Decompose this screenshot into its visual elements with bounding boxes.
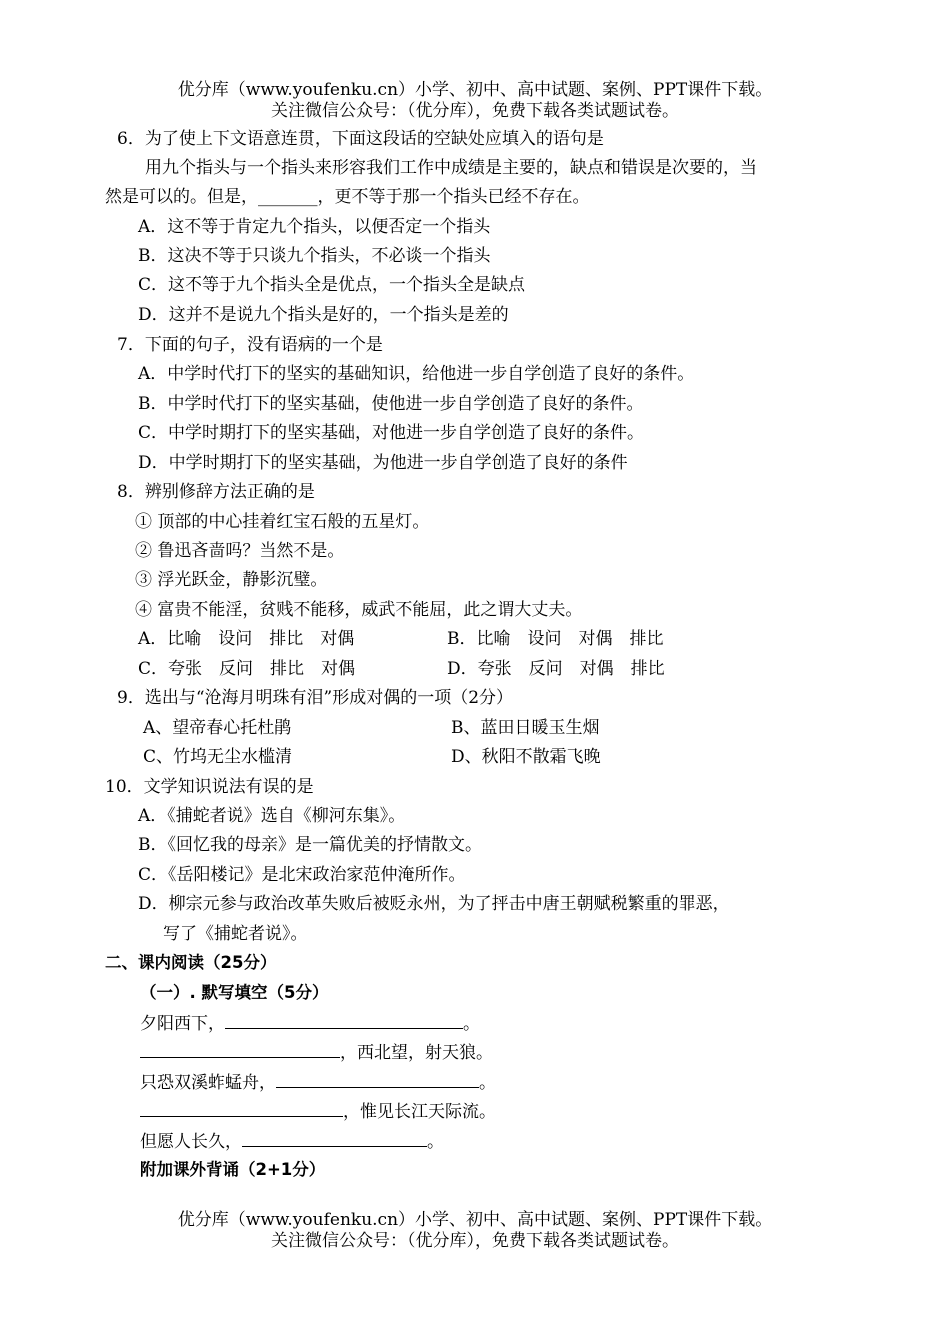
fill-2-post: ，西北望，射天狼。	[340, 1043, 493, 1063]
q8-option-a: A．比喻 设问 排比 对偶	[138, 629, 355, 649]
fill-line-1	[140, 1012, 480, 1035]
footer-line-2: 关注微信公众号：（优分库），免费下载各类试题试卷。	[271, 1231, 679, 1251]
fill-1-blank[interactable]	[225, 1012, 463, 1029]
section-2-title: 二、课内阅读（25分）	[105, 953, 277, 972]
fill-line-4	[140, 1100, 496, 1123]
q8-option-d: D．夸张 反问 对偶 排比	[447, 659, 665, 679]
q9-option-a: A、望帝春心托杜鹃	[143, 718, 292, 738]
q6-option-d: D．这并不是说九个指头是好的，一个指头是差的	[138, 305, 509, 325]
q8-sentence-3: ③ 浮光跃金，静影沉璧。	[135, 570, 328, 590]
q8-sentence-4: ④ 富贵不能淫，贫贱不能移，威武不能屈，此之谓大丈夫。	[135, 600, 583, 620]
fill-3-blank[interactable]	[276, 1071, 479, 1088]
fill-3-pre: 只恐双溪蚱蜢舟，	[140, 1073, 276, 1093]
q8-sentence-2: ② 鲁迅吝啬吗？当然不是。	[135, 541, 345, 561]
q10-stem: 10．文学知识说法有误的是	[105, 777, 314, 797]
fill-line-2	[140, 1041, 493, 1064]
header-line-2: 关注微信公众号：（优分库），免费下载各类试题试卷。	[271, 101, 679, 121]
fill-1-pre: 夕阳西下，	[140, 1014, 225, 1034]
q7-stem: 7．下面的句子，没有语病的一个是	[117, 335, 383, 355]
footer-line-1: 优分库（www.youfenku.cn）小学、初中、高中试题、案例、PPT课件下载。	[177, 1210, 773, 1230]
fill-line-5	[140, 1130, 444, 1153]
q6-option-a: A．这不等于肯定九个指头，以便否定一个指头	[138, 217, 491, 237]
q9-option-d: D、秋阳不散霜飞晚	[451, 747, 601, 767]
q10-option-b: B．《回忆我的母亲》是一篇优美的抒情散文。	[138, 835, 482, 855]
section-2-sub-1: （一）. 默写填空（5分）	[140, 983, 329, 1002]
q7-option-a: A．中学时代打下的坚实的基础知识，给他进一步自学创造了良好的条件。	[138, 364, 695, 384]
extra-recitation-title: 附加课外背诵（2+1分）	[140, 1160, 326, 1179]
fill-3-post: 。	[479, 1073, 496, 1093]
fill-5-post: 。	[427, 1132, 444, 1152]
q8-sentence-1: ① 顶部的中心挂着红宝石般的五星灯。	[135, 512, 430, 532]
fill-2-blank[interactable]	[140, 1041, 340, 1058]
fill-line-3	[140, 1071, 496, 1094]
q6-option-c: C．这不等于九个指头全是优点，一个指头全是缺点	[138, 275, 526, 295]
fill-4-blank[interactable]	[140, 1100, 343, 1117]
q9-option-b: B、蓝田日暖玉生烟	[451, 718, 600, 738]
fill-4-post: ，惟见长江天际流。	[343, 1102, 496, 1122]
q9-stem: 9．选出与“沧海月明珠有泪”形成对偶的一项（2分）	[117, 688, 514, 708]
q10-option-d-cont: 写了《捕蛇者说》。	[163, 924, 308, 944]
fill-5-pre: 但愿人长久，	[140, 1132, 242, 1152]
q6-passage-line-2: 然是可以的。但是，_______，更不等于那一个指头已经不存在。	[105, 187, 590, 207]
q10-option-d: D．柳宗元参与政治改革失败后被贬永州，为了抨击中唐王朝赋税繁重的罪恶，	[138, 894, 730, 914]
header-line-1: 优分库（www.youfenku.cn）小学、初中、高中试题、案例、PPT课件下载。	[177, 80, 773, 100]
q8-option-c: C．夸张 反问 排比 对偶	[138, 659, 356, 679]
q7-option-c: C．中学时期打下的坚实基础，对他进一步自学创造了良好的条件。	[138, 423, 645, 443]
q8-option-b: B．比喻 设问 对偶 排比	[447, 629, 664, 649]
q7-option-b: B．中学时代打下的坚实基础，使他进一步自学创造了良好的条件。	[138, 394, 644, 414]
fill-1-post: 。	[463, 1014, 480, 1034]
q6-stem: 6．为了使上下文语意连贯，下面这段话的空缺处应填入的语句是	[117, 129, 604, 149]
q6-option-b: B．这决不等于只谈九个指头，不必谈一个指头	[138, 246, 491, 266]
fill-5-blank[interactable]	[242, 1130, 427, 1147]
q7-option-d: D．中学时期打下的坚实基础，为他进一步自学创造了良好的条件	[138, 453, 628, 473]
q6-passage-line-1: 用九个指头与一个指头来形容我们工作中成绩是主要的，缺点和错误是次要的，当	[145, 158, 757, 178]
q10-option-a: A．《捕蛇者说》选自《柳河东集》。	[138, 806, 406, 826]
q8-stem: 8．辨别修辞方法正确的是	[117, 482, 315, 502]
q9-option-c: C、竹坞无尘水槛清	[143, 747, 293, 767]
q10-option-c: C．《岳阳楼记》是北宋政治家范仲淹所作。	[138, 865, 466, 885]
